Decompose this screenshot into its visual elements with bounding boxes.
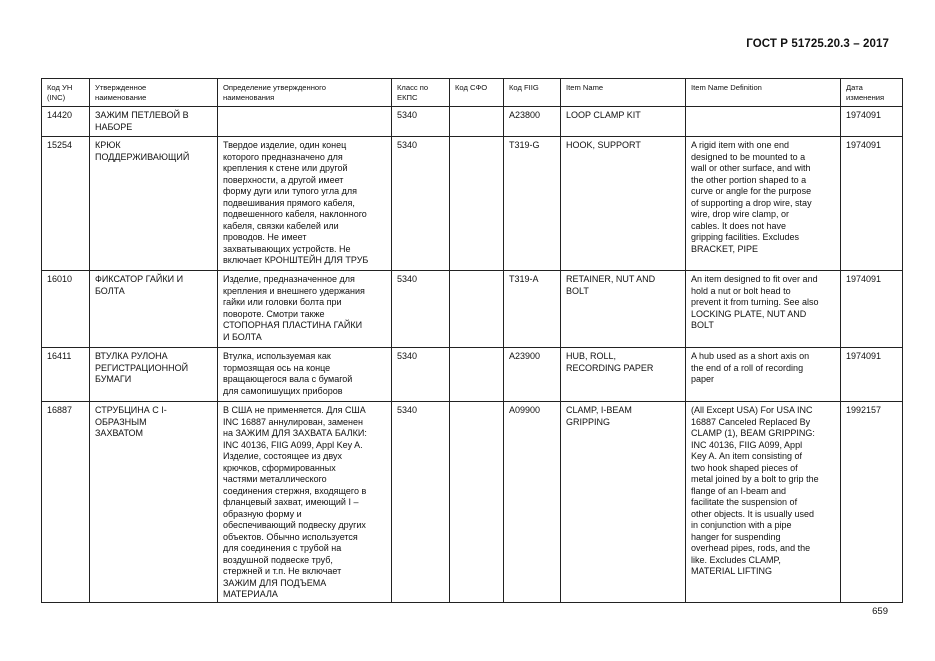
column-header-item-name-definition: Item Name Definition [686, 79, 841, 107]
cell-fiig-code: T319-A [504, 271, 561, 348]
table-row [42, 348, 903, 402]
cell-item-name-definition: An item designed to fit over and hold a nut or bolt head to prevent it from turning. See also LOCKING PLATE, NUT AND BOLT [686, 271, 841, 348]
cell-sfo-code [450, 402, 504, 603]
cell-definition: В США не применяется. Для США INC 16887 аннулирован, заменен на ЗАЖИМ ДЛЯ ЗАХВАТА БАЛКИ: INC 40136, FIIG A099, Appl Key A. Изделие, состоящее из двух крючков, сформированных частями металлического соединения стержня, входящего в фланцевый захват, имеющий I – образную форму и обеспечивающий подвеску других объектов. Обычно используется для соединения с трубой на воздушной подвеске труб, стержней и т.п. Не включает ЗАЖИМ ДЛЯ ПОДЪЕМА МАТЕРИАЛА [218, 402, 392, 603]
column-header-item-name: Item Name [561, 79, 686, 107]
column-header-ekps-class: Класс по ЕКПС [392, 79, 450, 107]
cell-sfo-code [450, 137, 504, 271]
cell-sfo-code [450, 271, 504, 348]
cell-item-name-definition: A hub used as a short axis on the end of a roll of recording paper [686, 348, 841, 402]
cell-item-name: HUB, ROLL, RECORDING PAPER [561, 348, 686, 402]
cell-ekps-class: 5340 [392, 137, 450, 271]
cell-item-name-definition [686, 107, 841, 137]
cell-approved-name: КРЮК ПОДДЕРЖИВАЮЩИЙ [90, 137, 218, 271]
column-header-inc: Код УН (INC) [42, 79, 90, 107]
column-header-change-date: Дата изменения [841, 79, 903, 107]
cell-inc: 16887 [42, 402, 90, 603]
cell-definition [218, 107, 392, 137]
cell-change-date: 1974091 [841, 107, 903, 137]
item-table [41, 78, 903, 603]
table-header-row [42, 79, 903, 107]
cell-fiig-code: A23900 [504, 348, 561, 402]
cell-item-name: LOOP CLAMP KIT [561, 107, 686, 137]
cell-item-name: RETAINER, NUT AND BOLT [561, 271, 686, 348]
table-row [42, 107, 903, 137]
column-header-definition: Определение утвержденного наименования [218, 79, 392, 107]
cell-ekps-class: 5340 [392, 402, 450, 603]
cell-inc: 15254 [42, 137, 90, 271]
cell-inc: 16411 [42, 348, 90, 402]
cell-item-name: HOOK, SUPPORT [561, 137, 686, 271]
cell-approved-name: СТРУБЦИНА С I- ОБРАЗНЫМ ЗАХВАТОМ [90, 402, 218, 603]
cell-change-date: 1974091 [841, 271, 903, 348]
page-header: ГОСТ Р 51725.20.3 – 2017 [746, 38, 889, 50]
cell-ekps-class: 5340 [392, 348, 450, 402]
cell-change-date: 1974091 [841, 137, 903, 271]
cell-definition: Твердое изделие, один конец которого предназначено для крепления к стене или другой поверхности, а другой имеет форму дуги или тупого угла для подвешивания прямого кабеля, подвешенного кабеля, наклонного кабеля, связки кабелей или проводов. Не имеет захватывающих устройств. Не включает КРОНШТЕЙН ДЛЯ ТРУБ [218, 137, 392, 271]
cell-definition: Втулка, используемая как тормозящая ось на конце вращающегося вала с бумагой для самопишущих приборов [218, 348, 392, 402]
column-header-approved-name: Утвержденное наименование [90, 79, 218, 107]
cell-sfo-code [450, 107, 504, 137]
cell-approved-name: ФИКСАТОР ГАЙКИ И БОЛТА [90, 271, 218, 348]
column-header-fiig-code: Код FIIG [504, 79, 561, 107]
cell-item-name-definition: A rigid item with one end designed to be mounted to a wall or other surface, and with the other portion shaped to a curve or angle for the purpose of supporting a drop wire, stay wire, drop wire clamp, or cables. It does not have gripping facilities. Excludes BRACKET, PIPE [686, 137, 841, 271]
cell-approved-name: ВТУЛКА РУЛОНА РЕГИСТРАЦИОННОЙ БУМАГИ [90, 348, 218, 402]
cell-inc: 16010 [42, 271, 90, 348]
table-row [42, 137, 903, 271]
cell-item-name-definition: (All Except USA) For USA INC 16887 Canceled Replaced By CLAMP (1), BEAM GRIPPING: INC 40136, FIIG A099, Appl Key A. An item consisting of two hook shaped pieces of metal joined by a bolt to grip the flange of an I-beam and facilitate the suspension of other objects. It is usually used in conjunction with a pipe hanger for suspending overhead pipes, rods, and the like. Excludes CLAMP, MATERIAL LIFTING [686, 402, 841, 603]
cell-item-name: CLAMP, I-BEAM GRIPPING [561, 402, 686, 603]
cell-inc: 14420 [42, 107, 90, 137]
cell-ekps-class: 5340 [392, 271, 450, 348]
table-row [42, 402, 903, 603]
cell-definition: Изделие, предназначенное для крепления и внешнего удержания гайки или головки болта при повороте. Смотри также СТОПОРНАЯ ПЛАСТИНА ГАЙКИ И БОЛТА [218, 271, 392, 348]
table-row [42, 271, 903, 348]
page-number: 659 [872, 606, 888, 617]
cell-approved-name: ЗАЖИМ ПЕТЛЕВОЙ В НАБОРЕ [90, 107, 218, 137]
cell-change-date: 1992157 [841, 402, 903, 603]
cell-fiig-code: A23800 [504, 107, 561, 137]
cell-fiig-code: T319-G [504, 137, 561, 271]
cell-change-date: 1974091 [841, 348, 903, 402]
cell-fiig-code: A09900 [504, 402, 561, 603]
cell-ekps-class: 5340 [392, 107, 450, 137]
cell-sfo-code [450, 348, 504, 402]
column-header-sfo-code: Код СФО [450, 79, 504, 107]
